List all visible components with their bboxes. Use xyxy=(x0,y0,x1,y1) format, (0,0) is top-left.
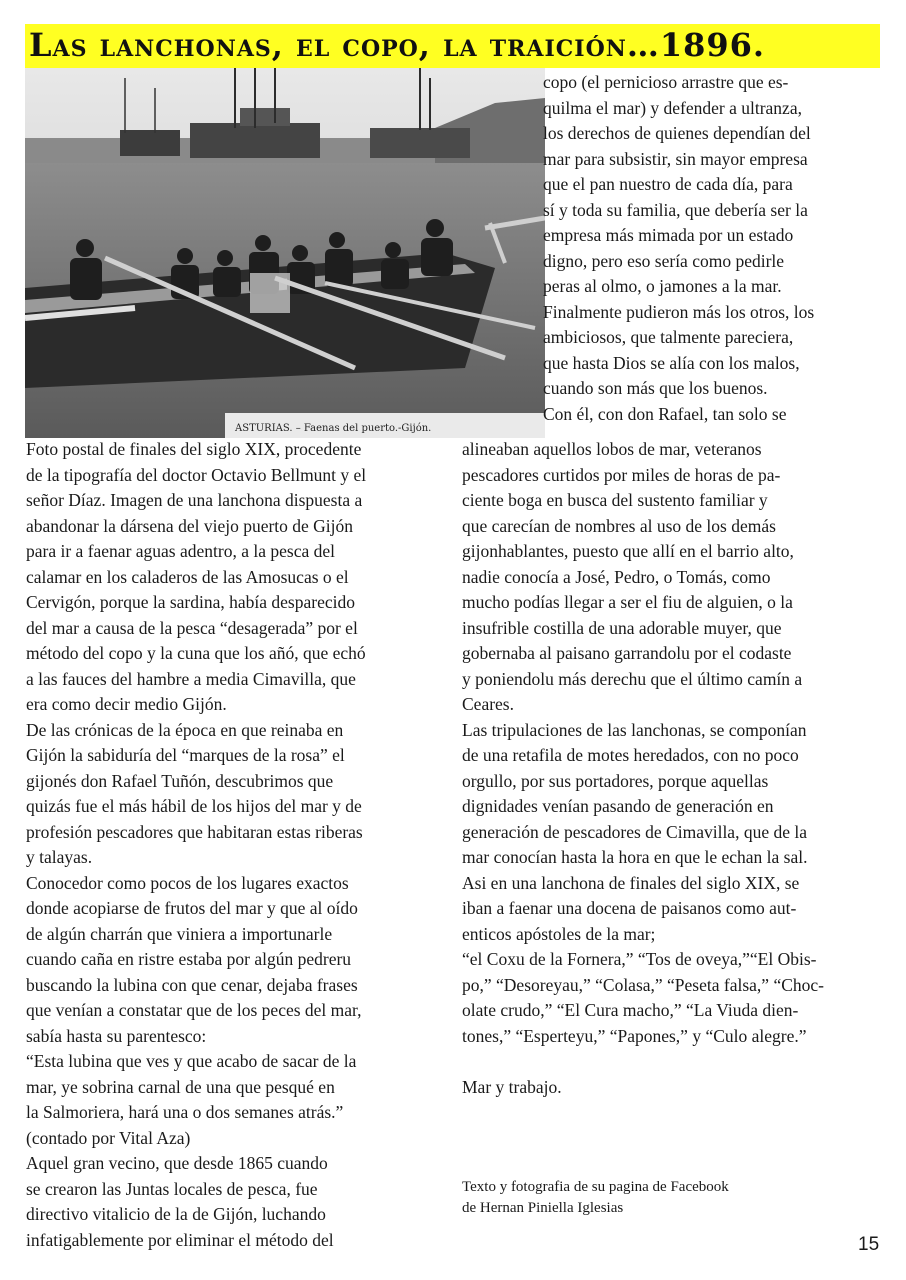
text-line: buscando la lubina con que cenar, dejaba frases xyxy=(26,974,358,995)
text-line: alineaban aquellos lobos de mar, veteranos xyxy=(462,439,762,459)
text-line: Cervigón, porque la sardina, había desparecido xyxy=(26,592,355,612)
text-line: gobernaba al paisano garrandolu por el codaste xyxy=(462,643,792,663)
text-line xyxy=(462,1049,824,1075)
text-line: sí y toda su familia, que debería ser la xyxy=(543,199,808,220)
text-line: Aquel gran vecino, que desde 1865 cuando xyxy=(26,1153,328,1173)
text-line: los derechos de quienes dependían del xyxy=(543,123,811,143)
text-line: dignidades venían pasando de generación en xyxy=(462,796,774,816)
text-line: (contado por Vital Aza) xyxy=(26,1127,191,1148)
text-line: mar para subsistir, sin mayor empresa xyxy=(543,148,808,169)
text-line: del mar a causa de la pesca “desagerada” por el xyxy=(26,617,358,638)
text-line: de algún charrán que viniera a importunarle xyxy=(26,923,333,944)
text-line: mar conocían hasta la hora en que le echan la sal. xyxy=(462,847,808,867)
page-title: Las lanchonas, el copo, la traición…1896. xyxy=(29,26,766,64)
text-line: profesión pescadores que habitaran estas riberas xyxy=(26,821,363,842)
text-line: era como decir medio Gijón. xyxy=(26,694,227,714)
text-line: quilma el mar) y defender a ultranza, xyxy=(543,97,802,118)
text-line: directivo vitalicio de la de Gijón, luchando xyxy=(26,1204,326,1224)
credit-line: de Hernan Piniella Iglesias xyxy=(462,1200,624,1216)
text-line: “Esta lubina que ves y que acabo de sacar de la xyxy=(26,1051,357,1071)
text-line: que venían a constatar que de los peces del mar, xyxy=(26,1000,362,1020)
text-line: Mar y trabajo. xyxy=(462,1076,562,1097)
text-line: quizás fue el más hábil de los hijos del mar y de xyxy=(26,796,362,816)
text-line: Con él, con don Rafael, tan solo se xyxy=(543,403,787,424)
text-line: insufrible costilla de una adorable muyer, que xyxy=(462,617,782,638)
text-line: de una retafila de motes heredados, con no poco xyxy=(462,745,799,765)
historical-photo xyxy=(25,68,545,438)
text-line: que hasta Dios se alía con los malos, xyxy=(543,352,800,373)
text-line: gijonés don Rafael Tuñón, descubrimos que xyxy=(26,770,334,791)
text-line: Ceares. xyxy=(462,694,514,714)
photo-caption: ASTURIAS. – Faenas del puerto.-Gijón. xyxy=(235,423,432,434)
text-line: señor Díaz. Imagen de una lanchona dispuesta a xyxy=(26,490,363,510)
text-line: peras al olmo, o jamones a la mar. xyxy=(543,276,782,296)
text-line: nadie conocía a José, Pedro, o Tomás, como xyxy=(462,566,771,587)
text-line: orgullo, por sus portadores, porque aquellas xyxy=(462,770,769,791)
right-column xyxy=(462,437,824,1100)
text-line: y poniendolu más derechu que el último camín a xyxy=(462,668,803,689)
text-line: enticos apóstoles de la mar; xyxy=(462,923,656,944)
text-line: mucho podías llegar a ser el fiu de alguien, o la xyxy=(462,592,793,612)
text-line: pescadores curtidos por miles de horas de pa- xyxy=(462,464,781,485)
text-line: calamar en los caladeros de las Amosucas o el xyxy=(26,566,349,587)
text-line: gijonhablantes, puesto que allí en el barrio alto, xyxy=(462,541,794,561)
text-line: copo (el pernicioso arrastre que es- xyxy=(543,72,789,92)
text-line: Asi en una lanchona de finales del siglo XIX, se xyxy=(462,872,800,893)
text-line: Foto postal de finales del siglo XIX, procedente xyxy=(26,439,362,459)
text-line: De las crónicas de la época en que reinaba en xyxy=(26,719,344,740)
right-top-column xyxy=(543,70,814,427)
text-line: para ir a faenar aguas adentro, a la pesca del xyxy=(26,541,335,561)
text-line: iban a faenar una docena de paisanos como aut- xyxy=(462,898,797,918)
text-line: ambiciosos, que talmente pareciera, xyxy=(543,327,794,347)
text-line: cuando caña en ristre estaba por algún pedreru xyxy=(26,949,352,969)
text-line: generación de pescadores de Cimavilla, que de la xyxy=(462,821,807,842)
text-line: mar, ye sobrina carnal de una que pesqué en xyxy=(26,1076,335,1097)
text-line: Finalmente pudieron más los otros, los xyxy=(543,301,815,322)
text-line: sabía hasta su parentesco: xyxy=(26,1025,207,1046)
text-line: Conocedor como pocos de los lugares exactos xyxy=(26,872,349,893)
text-line: método del copo y la cuna que los añó, que echó xyxy=(26,643,366,663)
text-line: la Salmoriera, hará una o dos semanes atrás.” xyxy=(26,1102,344,1122)
boat-photo-illustration xyxy=(25,68,545,438)
text-line: “el Coxu de la Fornera,” “Tos de oveya,”“El Obis- xyxy=(462,949,817,969)
text-line: abandonar la dársena del viejo puerto de Gijón xyxy=(26,515,354,536)
text-line: ciente boga en busca del sustento familiar y xyxy=(462,490,768,510)
text-line: tones,” “Esperteyu,” “Papones,” y “Culo alegre.” xyxy=(462,1025,807,1046)
text-line: empresa más mimada por un estado xyxy=(543,225,794,245)
left-column xyxy=(26,437,366,1253)
text-line: olate crudo,” “El Cura macho,” “La Viuda dien- xyxy=(462,1000,799,1020)
text-line: de la tipografía del doctor Octavio Bellmunt y el xyxy=(26,464,367,485)
text-line: que carecían de nombres al uso de los demás xyxy=(462,515,776,536)
text-line: cuando son más que los buenos. xyxy=(543,378,768,398)
text-line: y talayas. xyxy=(26,847,93,867)
text-line: que el pan nuestro de cada día, para xyxy=(543,174,793,194)
text-line: a las fauces del hambre a media Cimavilla, que xyxy=(26,668,356,689)
text-line: digno, pero eso sería como pedirle xyxy=(543,250,785,271)
text-line: donde acopiarse de frutos del mar y que al oído xyxy=(26,898,358,918)
text-line: Las tripulaciones de las lanchonas, se componían xyxy=(462,719,807,740)
text-line: Gijón la sabiduría del “marques de la rosa” el xyxy=(26,745,345,765)
text-line: se crearon las Juntas locales de pesca, fue xyxy=(26,1178,318,1199)
credit xyxy=(462,1177,729,1219)
title-banner xyxy=(25,24,880,68)
text-line: po,” “Desoreyau,” “Colasa,” “Peseta falsa,” “Choc- xyxy=(462,974,824,995)
page-number: 15 xyxy=(858,1234,880,1255)
credit-line: Texto y fotografia de su pagina de Facebook xyxy=(462,1179,729,1195)
text-line: infatigablemente por eliminar el método del xyxy=(26,1229,334,1250)
